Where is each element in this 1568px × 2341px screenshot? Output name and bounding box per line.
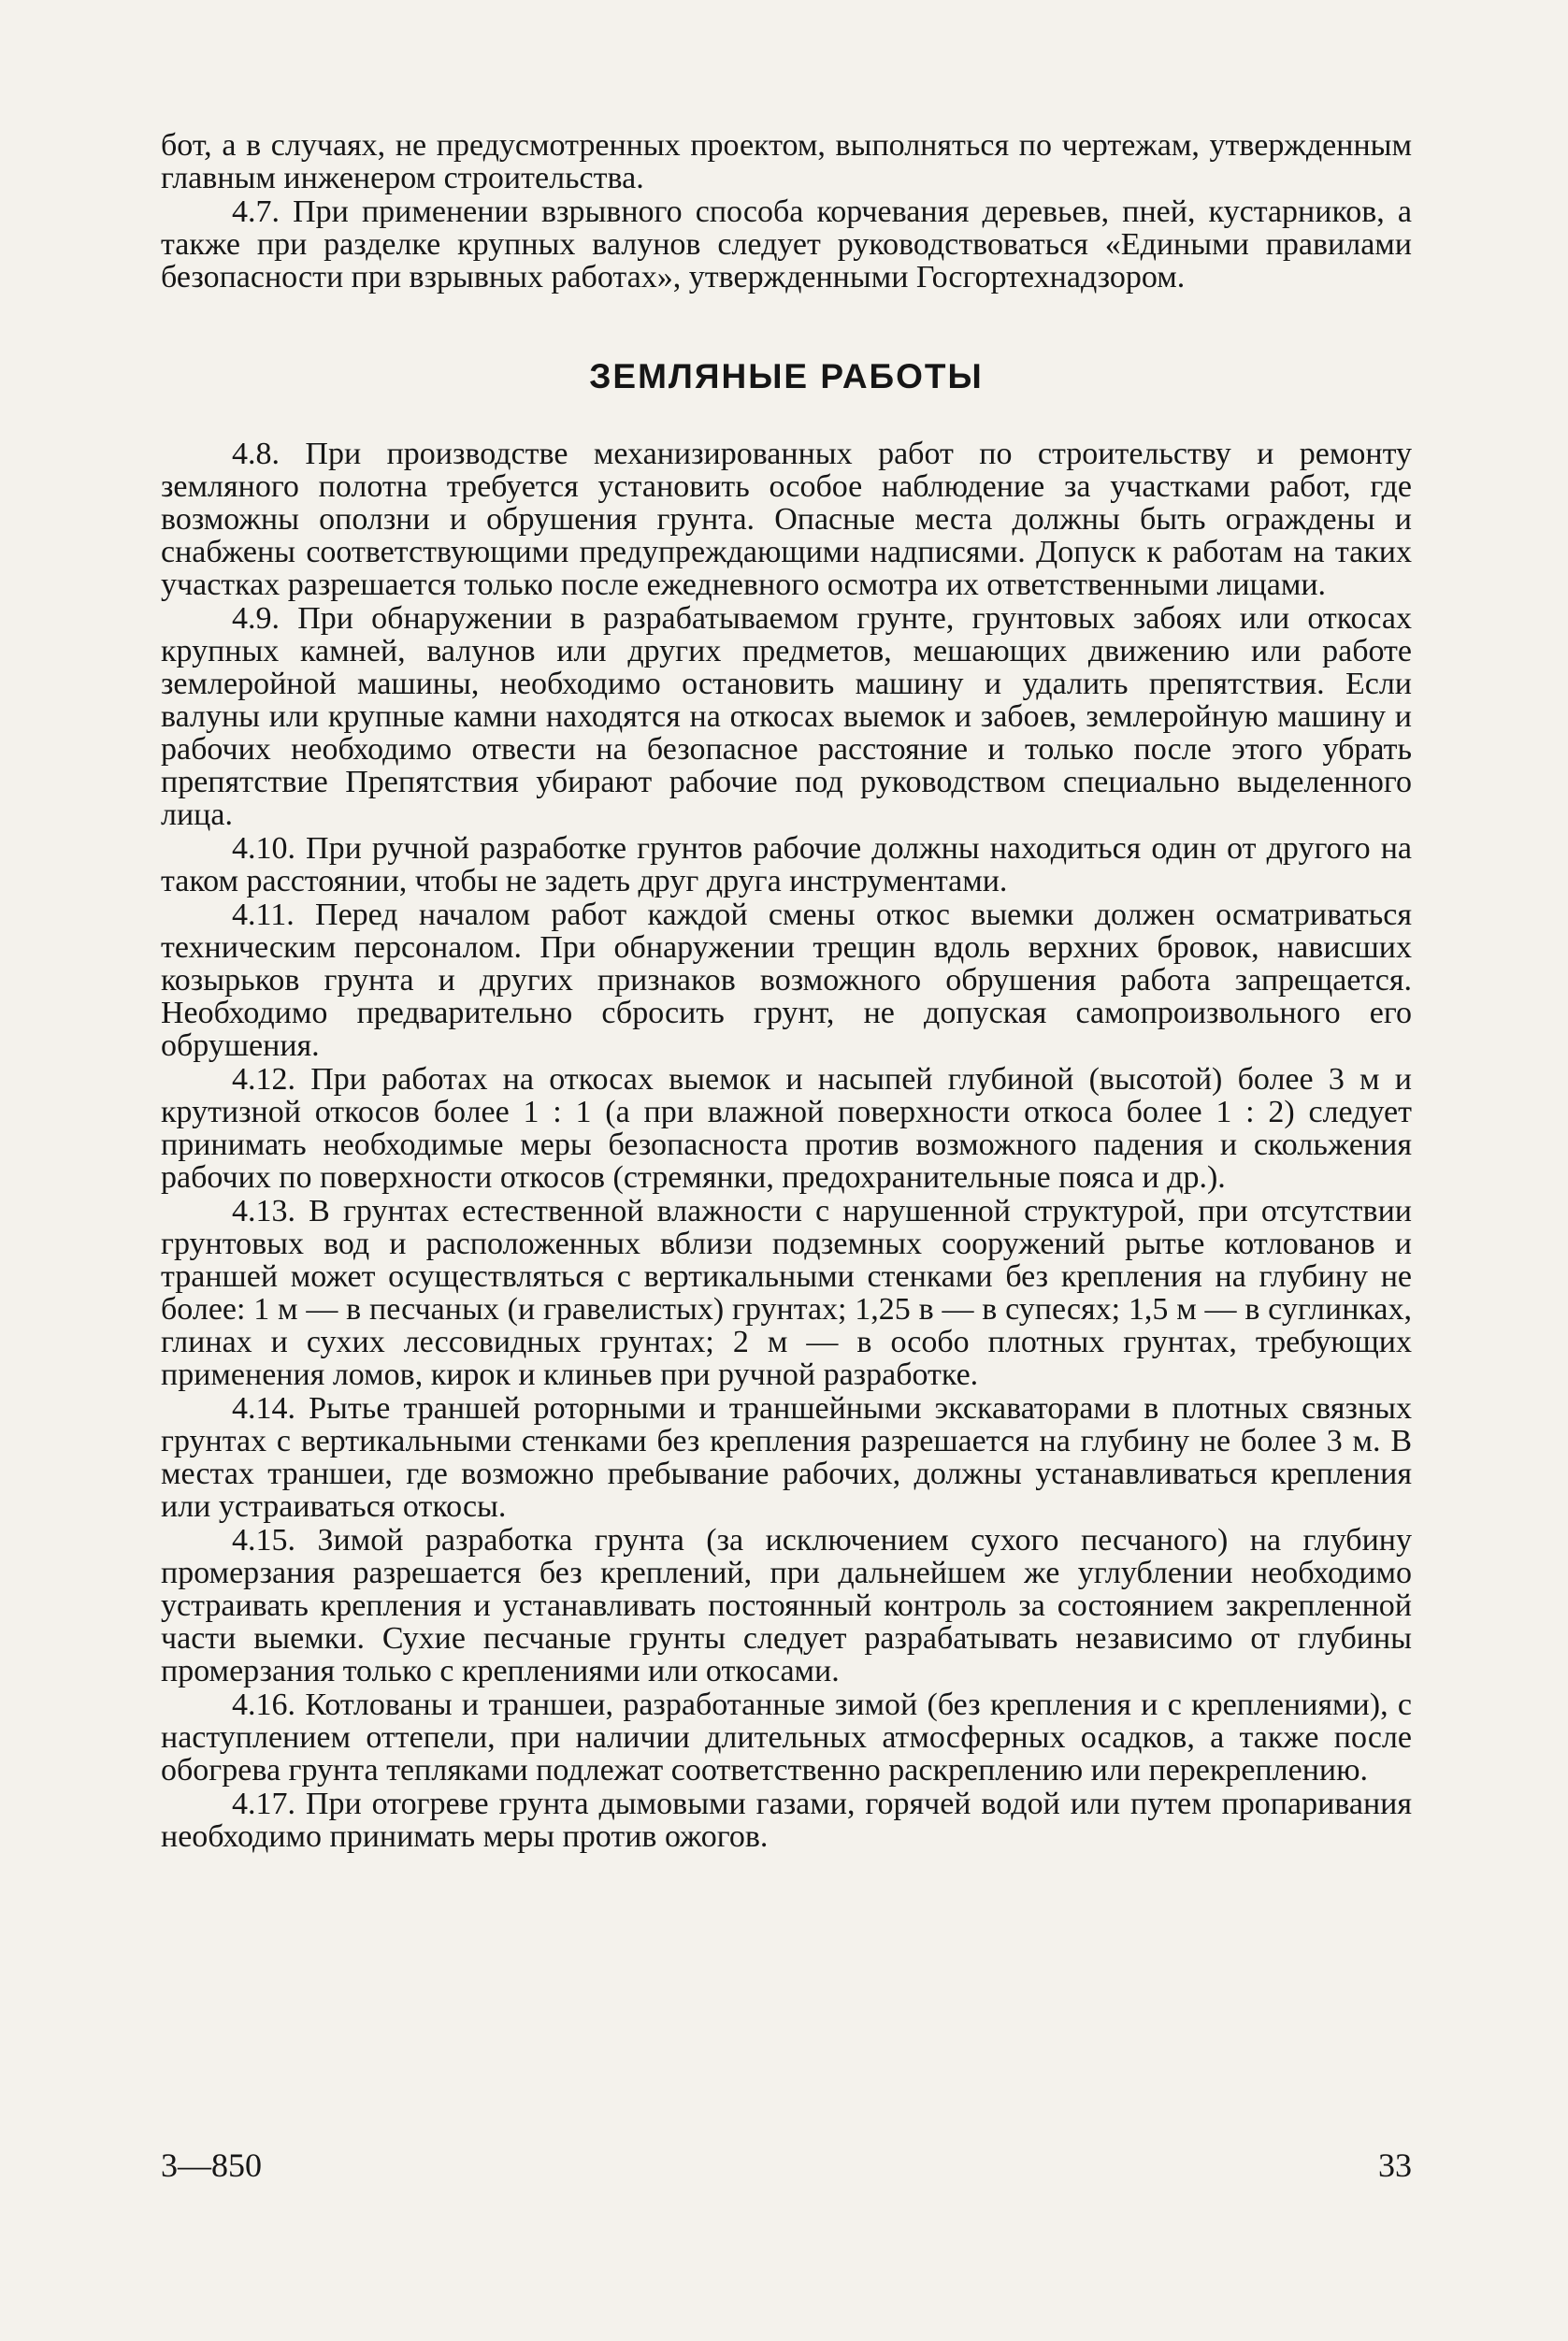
- paragraph-4-16: 4.16. Котлованы и траншеи, разработанные зимой (без крепления и с креплениями), с наступлением оттепели, при наличии длительных атмосферных осадков, а также после обогрева грунта тепляками подлежат соответственно раскреплению или перекреплению.: [161, 1688, 1412, 1788]
- paragraph-4-13: 4.13. В грунтах естественной влажности с нарушенной структурой, при отсутствии грунтовых вод и расположенных вблизи подземных сооружений рытье котлованов и траншей может осуществляться с вертикальными стенками без крепления на глубину не более: 1 м — в песчаных (и гравелистых) грунтах; 1,25 в — в супесях; 1,5 м — в суглинках, глинах и сухих лессовидных грунтах; 2 м — в особо плотных грунтах, требующих применения ломов, кирок и клиньев при ручной разработке.: [161, 1194, 1412, 1392]
- paragraph-4-12: 4.12. При работах на откосах выемок и насыпей глубиной (высотой) более 3 м и крутизной откосов более 1 : 1 (а при влажной поверхности откоса более 1 : 2) следует принимать необходимые меры безопасноста против возможного падения и скольжения рабочих по поверхности откосов (стремянки, предохранительные пояса и др.).: [161, 1062, 1412, 1195]
- page-footer: [161, 2146, 1412, 2183]
- printer-signature: 3—850: [161, 2147, 262, 2184]
- page-content: [161, 129, 1412, 1853]
- intro-paragraph: бот, а в случаях, не предусмотренных проектом, выполняться по чертежам, утвержденным главным инженером строительства.: [161, 128, 1412, 195]
- section-heading: ЗЕМЛЯНЫЕ РАБОТЫ: [589, 357, 984, 395]
- paragraph-4-10: 4.10. При ручной разработке грунтов рабочие должны находиться один от другого на таком расстоянии, чтобы не задеть друг друга инструментами.: [161, 831, 1412, 898]
- paragraph-4-17: 4.17. При отогреве грунта дымовыми газами, горячей водой или путем пропаривания необходимо принимать меры против ожогов.: [161, 1787, 1412, 1854]
- paragraph-4-9: 4.9. При обнаружении в разрабатываемом грунте, грунтовых забоях или откосах крупных камней, валунов или других предметов, мешающих движению или работе землеройной машины, необходимо остановить машину и удалить препятствия. Если валуны или крупные камни находятся на откосах выемок и забоев, землеройную машину и рабочих необходимо отвести на безопасное расстояние и только после этого убрать препятствие Препятствия убирают рабочие под руководством специально выделенного лица.: [161, 601, 1412, 832]
- paragraph-4-15: 4.15. Зимой разработка грунта (за исключением сухого песчаного) на глубину промерзания разрешается без креплений, при дальнейшем же углублении необходимо устраивать крепления и устанавливать постоянный контроль за состоянием закрепленной части выемки. Сухие песчаные грунты следует разрабатывать независимо от глубины промерзания только с креплениями или откосами.: [161, 1523, 1412, 1688]
- paragraph-4-14: 4.14. Рытье траншей роторными и траншейными экскаваторами в плотных связных грунтах с вертикальными стенками без крепления разрешается на глубину не более 3 м. В местах траншеи, где возможно пребывание рабочих, должны устанавливаться крепления или устраиваться откосы.: [161, 1391, 1412, 1524]
- paragraph-4-7: 4.7. При применении взрывного способа корчевания деревьев, пней, кустарников, а также при разделке крупных валунов следует руководствоваться «Едиными правилами безопасности при взрывных работах», утвержденными Госгортехнадзором.: [161, 194, 1412, 294]
- page-number: 33: [1378, 2147, 1412, 2184]
- paragraph-4-11: 4.11. Перед началом работ каждой смены откос выемки должен осматриваться техническим персоналом. При обнаружении трещин вдоль верхних бровок, нависших козырьков грунта и других признаков возможного обрушения работа запрещается. Необходимо предварительно сбросить грунт, не допуская самопроизвольного его обрушения.: [161, 898, 1412, 1063]
- paragraph-4-8: 4.8. При производстве механизированных работ по строительству и ремонту земляного полотна требуется установить особое наблюдение за участками работ, где возможны оползни и обрушения грунта. Опасные места должны быть ограждены и снабжены соответствующими предупреждающими надписями. Допуск к работам на таких участках разрешается только после ежедневного осмотра их ответственными лицами.: [161, 437, 1412, 602]
